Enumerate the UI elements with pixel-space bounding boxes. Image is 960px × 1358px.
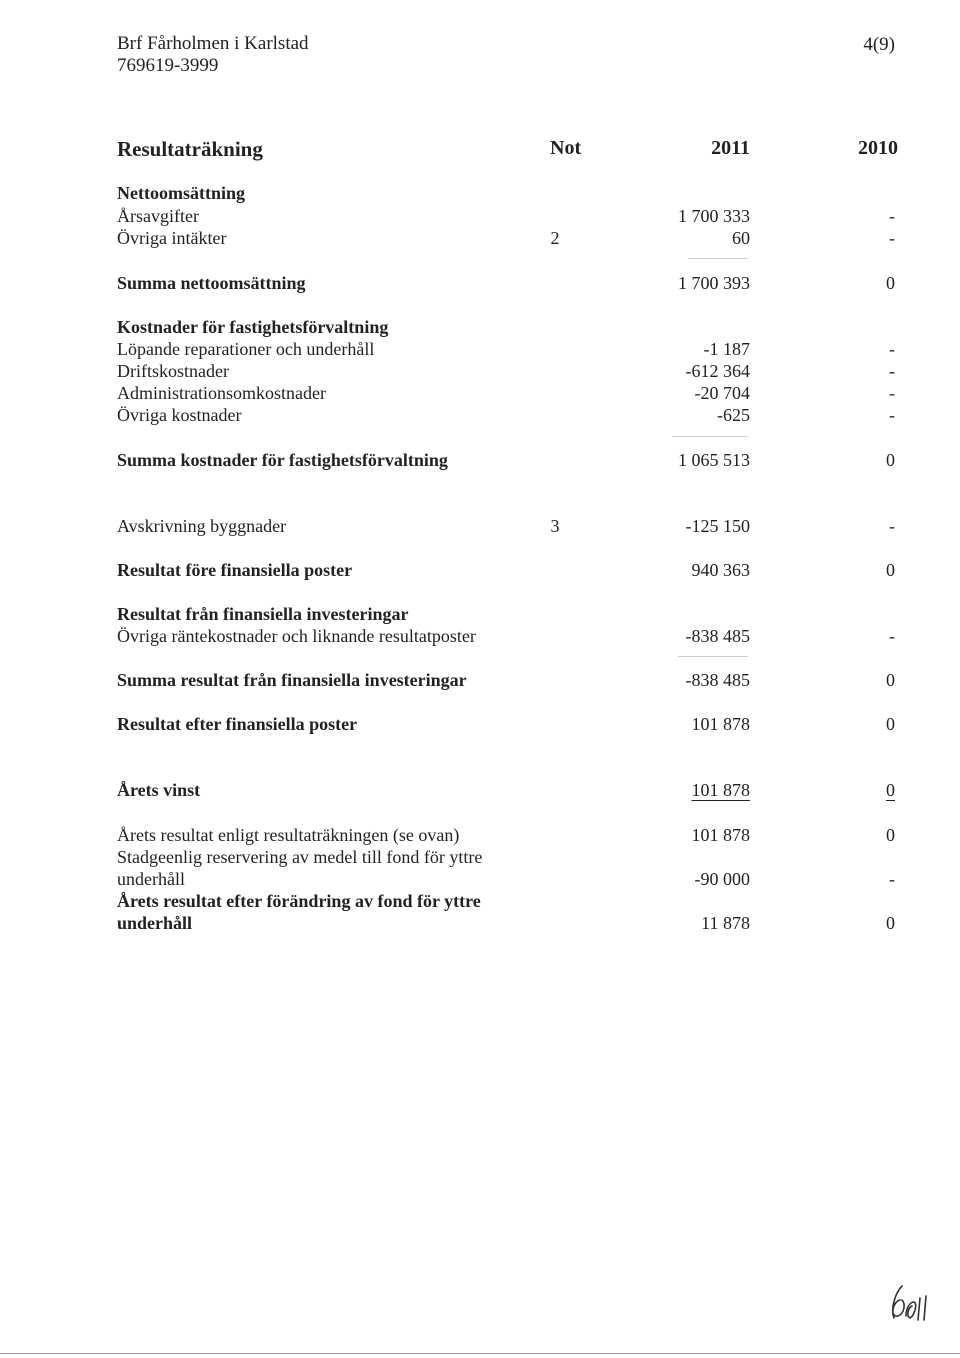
row-label: Övriga räntekostnader och liknande resultatposter [117,626,476,646]
table-row [0,890,960,912]
sum-row [0,272,960,294]
table-header [0,137,960,165]
value-2011: -125 150 [685,516,750,536]
table-row [0,205,960,227]
table-row [0,515,960,537]
value-2011: 1 700 393 [678,273,750,293]
column-header-2010: 2010 [858,137,898,159]
value-2010: 0 [886,780,895,800]
row-label: Resultat efter finansiella poster [117,714,358,734]
sum-row [0,912,960,934]
org-number: 769619-3999 [117,55,219,76]
note-reference: 3 [550,516,560,536]
org-name: Brf Fårholmen i Karlstad [117,33,309,54]
row-label: Stadgeenlig reservering av medel till fond för yttre [117,847,483,867]
row-label: Årets resultat enligt resultaträkningen (se ovan) [117,825,460,845]
year-profit-row [0,779,960,801]
value-2011: 101 878 [691,714,750,734]
value-2011: -1 187 [703,339,750,359]
value-2010: 0 [886,273,895,293]
row-label: Kostnader för fastighetsförvaltning [117,317,389,337]
section-heading-net-revenue [0,182,960,204]
value-2010: 0 [886,714,895,734]
row-label: Avskrivning byggnader [117,516,287,536]
sum-row [0,669,960,691]
note-reference: 2 [550,228,560,248]
sum-row [0,713,960,735]
value-2010: - [889,516,895,536]
value-2011: -838 485 [685,626,750,646]
table-row [0,404,960,426]
row-label: Övriga kostnader [117,405,242,425]
row-label: Nettoomsättning [117,183,245,203]
value-2011: 1 700 333 [678,206,750,226]
sum-rule [688,258,748,259]
value-2011: 101 878 [691,780,750,800]
value-2010: - [889,228,895,248]
table-row [0,227,960,249]
page-number: 4(9) [863,34,895,55]
value-2010: 0 [886,670,895,690]
table-row [0,625,960,647]
sum-row [0,449,960,471]
row-label: Resultat före finansiella poster [117,560,353,580]
value-2011: -625 [717,405,750,425]
value-2011: 60 [732,228,750,248]
sum-rule [672,436,748,437]
value-2011: -838 485 [685,670,750,690]
page-title: Resultaträkning [117,137,263,161]
table-row [0,868,960,890]
value-2011: -90 000 [694,869,750,889]
table-row [0,846,960,868]
row-label: underhåll [117,869,185,889]
value-2010: - [889,361,895,381]
value-2010: 0 [886,560,895,580]
row-label: Resultat från finansiella investeringar [117,604,409,624]
table-row [0,824,960,846]
table-row [0,382,960,404]
row-label: Summa nettoomsättning [117,273,306,293]
value-2010: - [889,383,895,403]
row-label: Driftskostnader [117,361,229,381]
row-label: Årsavgifter [117,206,199,226]
column-header-not: Not [550,137,582,159]
row-label: Övriga intäkter [117,228,227,248]
value-2011: 940 363 [691,560,750,580]
value-2010: 0 [886,450,895,470]
value-2011: 1 065 513 [678,450,750,470]
row-label: Summa resultat från finansiella investeringar [117,670,467,690]
column-header-2011: 2011 [711,137,750,159]
sum-rule [678,656,748,657]
row-label: Årets resultat efter förändring av fond för yttre [117,891,481,911]
value-2010: - [889,339,895,359]
value-2011: -612 364 [685,361,750,381]
value-2010: - [889,626,895,646]
row-label: Årets vinst [117,780,201,800]
table-row [0,360,960,382]
row-label: Summa kostnader för fastighetsförvaltning [117,450,448,470]
table-row [0,338,960,360]
row-label: Löpande reparationer och underhåll [117,339,375,359]
value-2010: - [889,206,895,226]
section-heading-financial [0,603,960,625]
value-2011: 101 878 [691,825,750,845]
bottom-edge-line [0,1353,960,1354]
row-label: underhåll [117,913,193,933]
value-2011: 11 878 [701,913,750,933]
value-2010: 0 [886,913,895,933]
handwritten-initials [884,1278,944,1328]
value-2010: 0 [886,825,895,845]
value-2011: -20 704 [694,383,750,403]
section-heading-costs [0,316,960,338]
sum-row [0,559,960,581]
value-2010: - [889,405,895,425]
row-label: Administrationsomkostnader [117,383,326,403]
value-2010: - [889,869,895,889]
